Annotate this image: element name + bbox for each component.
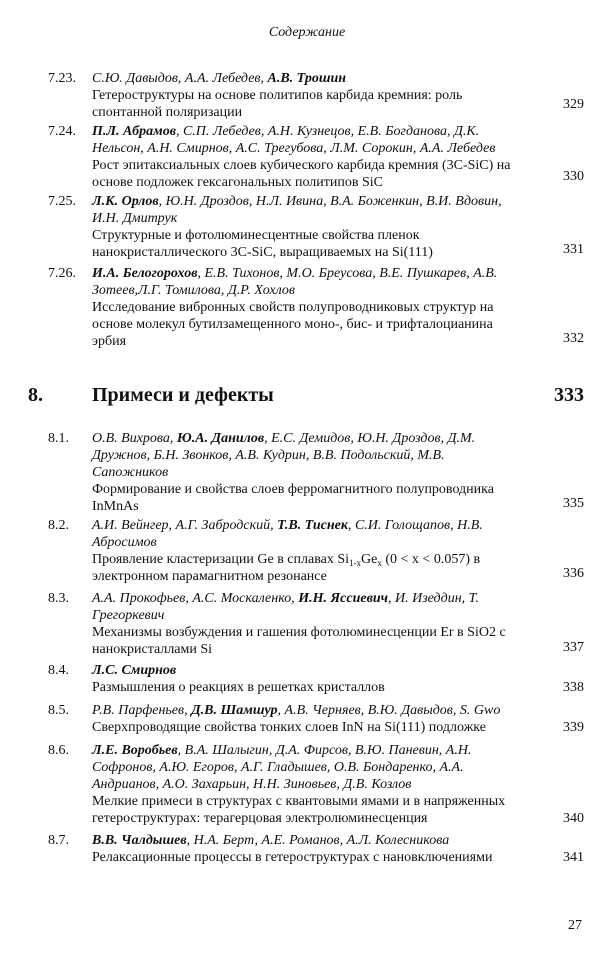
author-text: А.И. Вейнгер, А.Г. Забродский, [92,518,278,533]
entry-authors [92,70,522,87]
entry-number: 7.23. [48,71,76,86]
entry-title: Проявление кластеризации Ge в сплавах $Si_{1-x}Ge_x$ (0 < x < 0.057) в электронном парамагнитном резонансе [92,552,481,584]
author-bold: И.А. Белогорохов [92,266,198,281]
section-number: 8. [28,384,43,406]
entry-authors [92,123,522,157]
entry-body [92,430,522,515]
author-bold: В.В. Чалдышев [92,833,187,848]
author-bold: Л.К. Орлов [92,194,159,209]
entry-authors [92,742,522,793]
entry-title: Релаксационные процессы в гетероструктурах с нановключениями [92,850,493,865]
entry-number: 8.4. [48,663,69,678]
entry-page: 338 [563,680,584,695]
entry-number: 8.2. [48,518,69,533]
entry-body [92,123,522,191]
author-bold: Л.Е. Воробьев [92,743,178,758]
entry-authors [92,430,522,481]
author-text: , Е.С. Демидов, Ю.Н. Дроздов, Д.М. Дружнов, Б.Н. Звонков, А.В. Кудрин, В.В. Подольский, М.В. Сапожников [92,431,476,480]
entry-authors [92,702,522,719]
entry-body [92,742,522,827]
entry-page: 331 [563,242,584,257]
entry-page: 332 [563,331,584,346]
entry-body [92,702,522,736]
entry-number: 8.1. [48,431,69,446]
entry-title: Сверхпроводящие свойства тонких слоев InN на Si(111) подложке [92,720,486,735]
entry-body [92,517,522,585]
entry-number: 7.26. [48,266,76,281]
entry-body [92,265,522,350]
page-number: 27 [568,918,582,933]
entry-authors [92,590,522,624]
entry-number: 7.25. [48,194,76,209]
entry-page: 329 [563,97,584,112]
entry-page: 339 [563,720,584,735]
entry-body [92,590,522,658]
entry-page: 335 [563,496,584,511]
author-bold: Л.С. Смирнов [92,663,177,678]
entry-title: Размышления о реакциях в решетках кристаллов [92,680,385,695]
author-bold: Т.В. Тиснек [277,518,348,533]
entry-page: 337 [563,640,584,655]
entry-title: Рост эпитаксиальных слоев кубического карбида кремния (3C-SiC) на основе подложек гексагональных политипов SiC [92,158,511,190]
entry-title: Структурные и фотолюминесцентные свойства пленок нанокристаллического 3C-SiC, выращиваемых на Si(111) [92,228,433,260]
entry-title: Гетероструктуры на основе политипов карбида кремния: роль спонтанной поляризации [92,88,463,120]
author-bold: Ю.А. Данилов [176,431,265,446]
entry-number: 8.7. [48,833,69,848]
entry-page: 330 [563,169,584,184]
author-text: , С.И. Голощапов, Н.В. Абросимов [92,518,483,550]
author-text: А.А. Прокофьев, А.С. Москаленко, [92,591,299,606]
author-text: , В.А. Шалыгин, Д.А. Фирсов, В.Ю. Паневин, А.Н. Софронов, А.Ю. Егоров, А.Г. Гладышев, О.В. Бондаренко, А.А. Андрианов, А.О. Захарьин, Н.Н. Зиновьев, Д.В. Козлов [92,743,472,792]
entry-body [92,193,522,261]
entry-number: 8.3. [48,591,69,606]
author-text: С.Ю. Давыдов, А.А. Лебедев, [92,71,268,86]
author-text: О.В. Вихрова, [92,431,177,446]
author-text: , А.В. Черняев, В.Ю. Давыдов, S. Gwo [277,703,501,718]
section-page: 333 [554,384,584,406]
running-header: Содержание [268,25,346,40]
entry-authors [92,832,522,849]
entry-authors [92,193,522,227]
section-title: Примеси и дефекты [92,384,274,406]
author-text: , Е.В. Тихонов, М.О. Бреусова, В.Е. Пушкарев, А.В. Зотеев,Л.Г. Томилова, Д.Р. Хохлов [92,266,498,298]
entry-authors [92,265,522,299]
author-text: , Ю.Н. Дроздов, Н.Л. Ивина, В.А. Боженкин, В.И. Вдовин, И.Н. Дмитрук [92,194,502,226]
entry-title: Исследование вибронных свойств полупроводниковых структур на основе молекул бутилзамещенного моно-, бис- и трифталоцианина эрбия [92,300,494,349]
author-text: Р.В. Парфеньев, [92,703,192,718]
entry-number: 8.6. [48,743,69,758]
entry-title: Формирование и свойства слоев ферромагнитного полупроводника InMnAs [92,482,494,514]
entry-page: 336 [563,566,584,581]
entry-number: 7.24. [48,124,76,139]
entry-title: Мелкие примеси в структурах с квантовыми ямами и в напряженных гетероструктурах: терагерцовая электролюминесценция [92,794,506,826]
author-bold: Д.В. Шамшур [191,703,278,718]
entry-body [92,70,522,121]
entry-body [92,832,522,866]
entry-body [92,662,522,696]
entry-page: 341 [563,850,584,865]
entry-page: 340 [563,811,584,826]
author-text: , И. Изеддин, Т. Грегоркевич [92,591,480,623]
entry-number: 8.5. [48,703,69,718]
author-bold: П.Л. Абрамов [92,124,176,139]
entry-title: Механизмы возбуждения и гашения фотолюминесценции Er в SiO2 с нанокристаллами Si [92,625,506,657]
author-bold: И.Н. Яссиевич [298,591,388,606]
entry-authors [92,517,522,551]
author-bold: А.В. Трошин [267,71,347,86]
author-text: , С.П. Лебедев, А.Н. Кузнецов, Е.В. Богданова, Д.К. Нельсон, А.Н. Смирнов, А.С. Трегубова, Л.М. Сорокин, А.А. Лебедев [92,124,496,156]
entry-authors [92,662,522,679]
author-text: , Н.А. Берт, А.Е. Романов, А.Л. Колесникова [186,833,450,848]
